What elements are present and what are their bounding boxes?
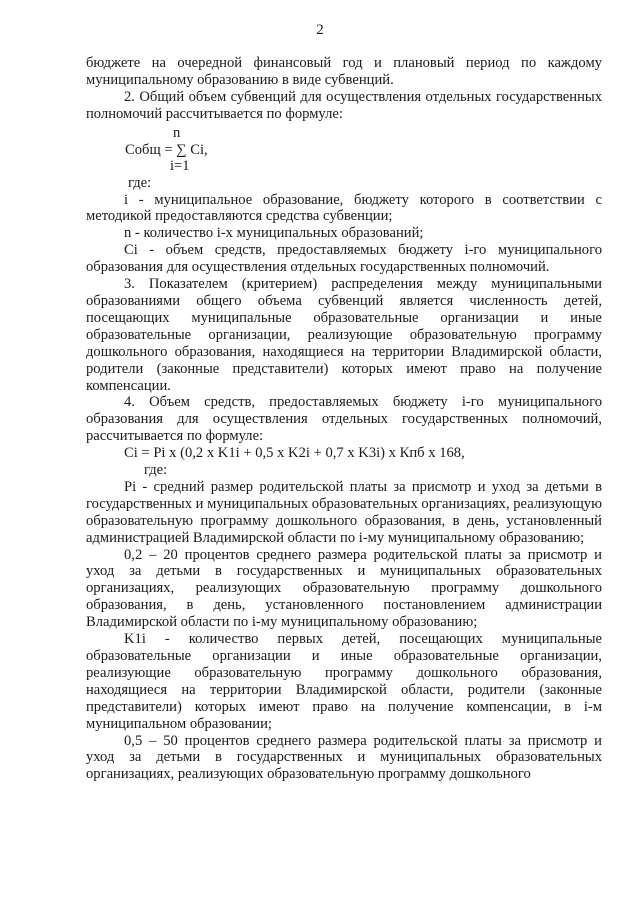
definition-n: n - количество i-х муниципальных образований; [124, 225, 424, 242]
paragraph-4: 4. Объем средств, предоставляемых бюджету i-го муниципального образования для осуществления отдельных государственных полномочий, рассчитывается по формуле: [86, 394, 602, 445]
formula-sum-lower-limit: i=1 [170, 157, 190, 174]
definition-i: i - муниципальное образование, бюджету которого в соответствии с методикой предоставляются средства субвенции; [86, 191, 602, 225]
definition-k1i: K1i - количество первых детей, посещающих муниципальные образовательные организации и иные образовательные организации, реализующие образовательную программу дошкольного образования, находящиеся на территории Владимирской области, родители (законные представители) которых имеют право на получение компенсации, в i-м муниципальном образовании; [86, 631, 602, 732]
formula-ci: Сi = Pi x (0,2 x K1i + 0,5 x K2i + 0,7 x K3i) x Кпб x 168, [124, 445, 465, 462]
where-label-1: где: [128, 174, 152, 191]
formula-sum-upper-limit: n [173, 124, 181, 141]
document-body [86, 55, 602, 783]
where-label-2: где: [144, 462, 168, 479]
definition-pi: Pi - средний размер родительской платы за присмотр и уход за детьми в государственных и муниципальных образовательных организациях, реализующую образовательную программу дошкольного образования, в день, установленный администрацией Владимирской области по i-му муниципальному образованию; [86, 478, 603, 546]
definition-coef-0-2: 0,2 – 20 процентов среднего размера родительской платы за присмотр и уход за детьми в государственных и муниципальных образовательных организациях, реализующих образовательную программу дошкольного образования, в день, установленного постановлением администрации Владимирской области по i-му муниципальному образованию; [86, 546, 602, 631]
formula-sum-expression: Собщ = ∑ Сi, [125, 141, 208, 158]
paragraph-3: 3. Показателем (критерием) распределения между муниципальными образованиями общего объема субвенций является численность детей, посещающих муниципальные образовательные организации и иные образовательные организации, реализующие образовательную программу дошкольного образования, находящиеся на территории Владимирской области, родители (законные представители) которых имеют право на получение компенсации. [86, 276, 602, 394]
paragraph-2: 2. Общий объем субвенций для осуществления отдельных государственных полномочий рассчитывается по формуле: [86, 88, 602, 122]
page-number: 2 [316, 22, 324, 38]
formula-total-subvention [86, 125, 602, 173]
definition-coef-0-5: 0,5 – 50 процентов среднего размера родительской платы за присмотр и уход за детьми в государственных и муниципальных образовательных организациях, реализующих образовательную программу дошкольного [86, 732, 602, 783]
definition-ci: Сi - объем средств, предоставляемых бюджету i-го муниципального образования для осуществления отдельных государственных полномочий. [86, 242, 602, 276]
paragraph-continuation: бюджете на очередной финансовый год и плановый период по каждому муниципальному образованию в виде субвенций. [86, 55, 602, 88]
